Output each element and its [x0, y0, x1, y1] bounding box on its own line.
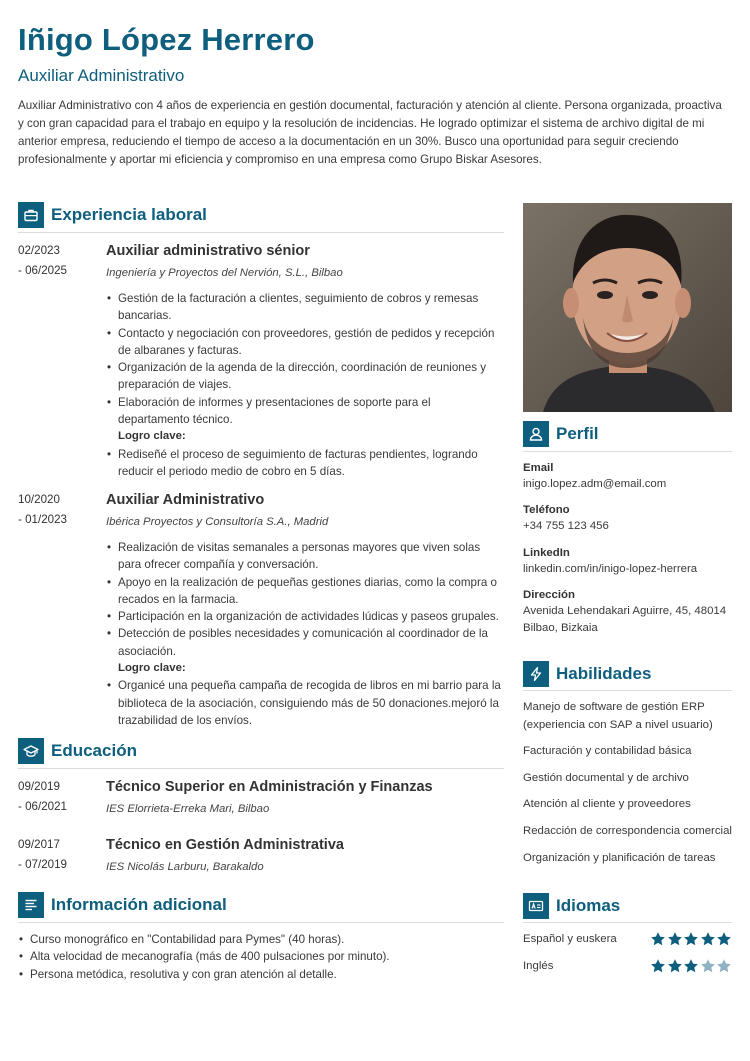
languages-divider — [523, 922, 732, 923]
profile-photo — [523, 203, 732, 412]
skills-heading: Habilidades — [556, 664, 652, 683]
additional-divider — [18, 922, 504, 923]
skill-item: Atención al cliente y proveedores — [523, 798, 691, 811]
school-name: IES Nicolás Larburu, Barakaldo — [106, 861, 264, 873]
contact-details — [523, 460, 732, 637]
language-row — [523, 931, 732, 949]
experience-heading: Experiencia laboral — [51, 205, 207, 224]
graduation-cap-icon — [18, 738, 44, 764]
date-end: - 07/2019 — [18, 858, 67, 871]
job-title: Auxiliar Administrativo — [18, 66, 185, 85]
education-dates — [18, 777, 98, 817]
address-value: Avenida Lehendakari Aguirre, 45, 48014 Bilbao, Bizkaia — [523, 604, 727, 635]
skill-item: Gestión documental y de archivo — [523, 771, 689, 784]
list-item: • Detección de posibles necesidades y comunicación al coordinador de la asociación. — [106, 625, 504, 660]
email-value[interactable]: inigo.lopez.adm@email.com — [523, 478, 667, 490]
skill-item: Redacción de correspondencia comercial — [523, 824, 732, 837]
achievement-label: Logro clave: — [118, 430, 186, 443]
list-item: • Realización de visitas semanales a personas mayores que viven solas para ofrecer compañía y conversación. — [106, 539, 504, 574]
list-item: • Apoyo en la realización de pequeñas gestiones diarias, como la compra o recados en la farmacia. — [106, 574, 504, 609]
list-item: • Persona metódica, resolutiva y con gran atención al detalle. — [18, 966, 504, 983]
star-filled-icon — [716, 931, 732, 947]
list-item: • Gestión de la facturación a clientes, seguimiento de cobros y remesas bancarias. — [106, 290, 504, 325]
email-label: Email — [523, 462, 554, 474]
skill-item: Organización y planificación de tareas — [523, 851, 716, 864]
summary-paragraph: Auxiliar Administrativo con 4 años de experiencia en gestión documental, facturación y atención al cliente. Persona organizada, proactiva y con gran capacidad para el trabajo en equipo y la resolución de incidencias. He logrado optimizar el sistema de archivo digital de mi anterior empresa, reduciendo el tiempo de acceso a la documentación en un 30%. Busco una oportunidad para seguir creciendo profesionalmente y aportar mi eficiencia y compromiso en una empresa como Grupo Biskar Asesores. — [18, 99, 722, 167]
experience-divider — [18, 232, 504, 233]
education-section-header — [18, 738, 137, 764]
education-dates — [18, 835, 98, 875]
degree-title: Técnico Superior en Administración y Finanzas — [106, 779, 433, 795]
list-item: • Alta velocidad de mecanografía (más de 400 pulsaciones por minuto). — [18, 948, 504, 965]
phone-value[interactable]: +34 755 123 456 — [523, 520, 609, 533]
job-company: Ibérica Proyectos y Consultoría S.A., Madrid — [106, 516, 329, 528]
list-item: • Organicé una pequeña campaña de recogida de libros en mi barrio para la biblioteca de la asociación, consiguiendo más de 50 donaciones.mejoró la trazabilidad de los envíos. — [106, 677, 504, 729]
profile-divider — [523, 451, 732, 452]
star-empty-icon — [716, 958, 732, 974]
star-empty-icon — [700, 958, 716, 974]
star-filled-icon — [650, 958, 666, 974]
degree-title: Técnico en Gestión Administrativa — [106, 837, 344, 853]
languages-list — [523, 931, 732, 981]
star-rating — [650, 931, 733, 947]
school-name: IES Elorrieta-Erreka Mari, Bilbao — [106, 803, 270, 815]
list-item: • Organización de la agenda de la dirección, coordinación de reuniones y preparación de viajes. — [106, 359, 504, 394]
user-icon — [523, 421, 549, 447]
additional-heading: Información adicional — [51, 895, 227, 914]
experience-section-header — [18, 202, 207, 228]
skills-list — [523, 699, 732, 867]
skills-section-header — [523, 661, 651, 687]
list-item: • Elaboración de informes y presentaciones de soporte para el departamento técnico. — [106, 394, 504, 429]
linkedin-value[interactable]: linkedin.com/in/inigo-lopez-herrera — [523, 562, 698, 575]
profile-section-header — [523, 421, 599, 447]
lightning-icon — [523, 661, 549, 687]
star-filled-icon — [667, 931, 683, 947]
star-filled-icon — [683, 958, 699, 974]
achievements-list — [106, 446, 504, 481]
date-start: 10/2020 — [18, 493, 60, 506]
job-company: Ingeniería y Proyectos del Nervión, S.L., Bilbao — [106, 267, 343, 279]
list-item: • Curso monográfico en "Contabilidad para Pymes" (40 horas). — [18, 931, 504, 948]
additional-section-header — [18, 892, 227, 918]
star-filled-icon — [683, 931, 699, 947]
date-start: 09/2019 — [18, 780, 60, 793]
date-end: - 06/2021 — [18, 800, 67, 813]
linkedin-label: LinkedIn — [523, 546, 570, 559]
star-filled-icon — [700, 931, 716, 947]
star-filled-icon — [667, 958, 683, 974]
language-card-icon — [523, 893, 549, 919]
language-name: Español y euskera — [523, 933, 617, 945]
list-item: • Contacto y negociación con proveedores, gestión de pedidos y recepción de albaranes y facturas. — [106, 325, 504, 360]
text-lines-icon — [18, 892, 44, 918]
skill-item: Manejo de software de gestión ERP (experiencia con SAP a nivel usuario) — [523, 701, 713, 731]
list-item: • Participación en la organización de actividades lúdicas y paseos grupales. — [106, 608, 504, 625]
achievement-label: Logro clave: — [118, 662, 186, 675]
job-title-entry: Auxiliar Administrativo — [106, 492, 265, 508]
education-divider — [18, 768, 504, 769]
address-label: Dirección — [523, 588, 575, 601]
skills-divider — [523, 690, 732, 691]
languages-heading: Idiomas — [556, 896, 621, 915]
job-dates — [18, 241, 98, 281]
languages-section-header — [523, 893, 620, 919]
date-end: - 01/2023 — [18, 513, 67, 526]
date-start: 02/2023 — [18, 244, 60, 257]
language-row — [523, 958, 732, 976]
phone-label: Teléfono — [523, 504, 570, 517]
briefcase-icon — [18, 202, 44, 228]
candidate-name: Iñigo López Herrero — [18, 22, 315, 57]
language-name: Inglés — [523, 960, 554, 972]
star-filled-icon — [650, 931, 666, 947]
date-end: - 06/2025 — [18, 264, 67, 277]
star-rating — [650, 958, 733, 974]
date-start: 09/2017 — [18, 838, 60, 851]
job-title-entry: Auxiliar administrativo sénior — [106, 243, 310, 259]
job-dates — [18, 490, 98, 530]
skill-item: Facturación y contabilidad básica — [523, 745, 692, 758]
profile-heading: Perfil — [556, 424, 599, 443]
list-item: • Rediseñé el proceso de seguimiento de facturas pendientes, logrando reducir el periodo medio de cobro en 5 días. — [106, 446, 504, 481]
education-heading: Educación — [51, 741, 137, 760]
achievements-list — [106, 677, 504, 729]
additional-info-list — [18, 931, 504, 983]
job-duties-list — [106, 539, 504, 660]
job-duties-list — [106, 290, 504, 428]
